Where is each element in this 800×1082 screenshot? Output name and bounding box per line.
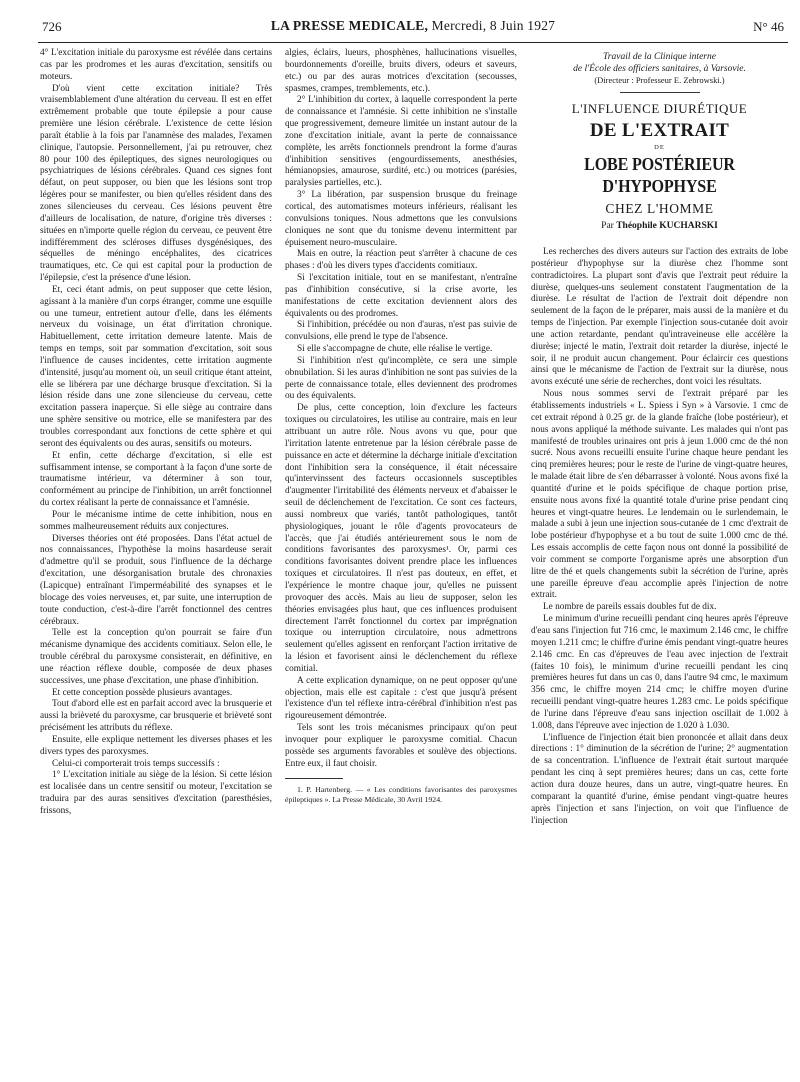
paragraph: algies, éclairs, lueurs, phosphènes, hallucinations visuelles, bourdonnements d'oreille, bruits divers, odeurs et saveurs, etc.) ou par des auras motrices d'excitation (secousses, spasmes, crampes, tremblements, etc.). xyxy=(285,48,517,94)
journal-title xyxy=(38,18,788,34)
paragraph: Ensuite, elle explique nettement les diverses phases et les divers types des paroxysmes. xyxy=(40,734,272,757)
paragraph: Si l'excitation initiale, tout en se manifestant, n'entraîne pas d'inhibition consécutive, si la crise avorte, les manifestations de cette excitation deviennent alors des équivalents ou des prodromes. xyxy=(285,273,517,319)
paragraph: Le minimum d'urine recueilli pendant cinq heures après l'épreuve d'eau sans l'injection fut 716 cmc, le maximum 2.146 cmc, le chiffre moyen 1.211 cmc; le chiffre d'urine émis pendant vingt-quatre heures 2.146 cmc. En cas d'épreuves de l'eau avec injection de l'extrait (faites 10 fois), le minimum d'urine recueilli pendant les cinq premières heures fut dans un cas 0, dans l'autre 94 cmc, le maximum 356 cmc, le chiffre moyen 214 cmc; le chiffre moyen d'urine recueilli pendant vingt-quatre heures 1.283 cmc. Le poids spécifique de l'urine dans l'épreuve d'eau sans injection oscillait de 1.002 à 1.008, dans l'épreuve avec injection de 1.020 à 1.030. xyxy=(531,614,788,731)
institution-line: Travail de la Clinique interne xyxy=(603,52,716,62)
paragraph: Et enfin, cette décharge d'excitation, si elle est suffisamment intense, se comportant à la façon d'une sorte de traumatisme intérieur, va déterminer à son tour, conformément au principe de l'inhibition, un arrêt fonctionnel du cortex réalisant la perte de connaissance et l'amnésie. xyxy=(40,450,272,509)
byline xyxy=(531,221,788,231)
institution-line: de l'École des officiers sanitaires, à Varsovie. xyxy=(573,63,746,74)
paragraph: Mais en outre, la réaction peut s'arrêter à chacune de ces phases : d'où les divers types d'accidents comitiaux. xyxy=(285,249,517,272)
paragraph: 3° La libération, par suspension brusque du freinage cortical, des automatismes moteurs inférieurs, réalisant les convulsions toniques. Nous admettons que les convulsions cloniques ne sont que du tonisme devenu intermittent par épuisement neuro-musculaire. xyxy=(285,190,517,248)
running-header xyxy=(38,12,788,43)
issue-number: N° 46 xyxy=(753,19,784,34)
page-number: 726 xyxy=(42,19,62,34)
article-title-line-1: L'INFLUENCE DIURÉTIQUE xyxy=(571,101,748,116)
footnote-rule xyxy=(285,778,343,779)
paragraph: Et, ceci étant admis, on peut supposer que cette lésion, agissant à la manière d'un corps étranger, comme une esquille ou une tumeur, entretient autour d'elle, dans les éléments nerveux du voisinage, un état d'irritation chronique. Habituellement, cette irritation demeure latente. Mais de temps en temps, soit par sommation d'excitation, soit sous l'influence de causes incidentes, cette irritation augmente d'intensité, jusqu'au moment où, un seuil critique étant atteint, elle se libérera par une décharge brusque d'excitation. Si la lésion réside dans une zone silencieuse du cerveau, cette excitation passera inaperçue. Si elle siège au contraire dans une sphère sensitive ou motrice, elle se manifestera par des troubles correspondant aux fonctions de cette sphère et qui seront des équivalents ou des auras, sensitifs ou moteurs. xyxy=(40,284,272,449)
footnote: 1. P. Hartenberg. — « Les conditions favorisantes des paroxysmes épileptiques ». La Presse Médicale, 30 Avril 1924. xyxy=(285,785,517,805)
paragraph: Telle est la conception qu'on pourrait se faire d'un mécanisme dynamique des accidents comitiaux. Selon elle, le trouble cérébral du paroxysme consisterait, en définitive, en une réaction réflexe double, composée de deux phases successives, une phase d'excitation, une phase d'inhibition. xyxy=(40,628,272,686)
paragraph: Diverses théories ont été proposées. Dans l'état actuel de nos connaissances, l'hypothèse la moins hasardeuse serait d'admettre qu'il se produit, sous l'influence de la décharge d'excitation, une désorganisation brutale des chronaxies (Lapicque) entraînant l'imperméabilité des synapses et le blocage des voies nerveuses, et, par suite, une interruption de toute conduction, c'est-à-dire l'arrêt fonctionnel des centres cérébraux. xyxy=(40,533,272,627)
paragraph: Le nombre de pareils essais doubles fut de dix. xyxy=(543,602,717,613)
title-rule xyxy=(620,92,700,93)
paragraph: Si l'inhibition n'est qu'incomplète, ce sera une simple obnubilation. Si les auras d'inhibition ne sont pas suivies de la perte de connaissance totale, elles deviennent des prodromes ou des équivalents. xyxy=(285,355,517,402)
journal-name: LA PRESSE MEDICALE, xyxy=(270,18,429,33)
paragraph: Pour le mécanisme intime de cette inhibition, nous en sommes malheureusement réduits aux conjectures. xyxy=(40,509,272,532)
paragraph: De plus, cette conception, loin d'exclure les facteurs toxiques ou circulatoires, les utilise au contraire, mais en leur attribuant un autre rôle. Nous avons vu que, pour que l'irritation latente entretenue par la lésion cérébrale passe de puissance en acte et détermine la décharge initiale d'excitation dont l'inhibition sera la conséquence, il était nécessaire qu'intervinssent des facteurs occasionnels susceptibles d'augmenter l'irritabilité des éléments nerveux et d'abaisser le seuil de déclenchement de l'excitation. Ce sont ces facteurs, aussi nombreux que variés, tantôt pathologiques, tantôt physiologiques, jouant le rôle d'agents provocateurs de l'accès, que j'ai étudiés antérieurement sous le nom de conditions favorisantes des paroxysmes¹. Or, parmi ces conditions favorisantes doivent prendre place les influences toxiques et circulatoires. Il n'est pas douteux, en effet, et l'expérience le montre chaque jour, qu'elles ne puissent provoquer des accès. Mais au lieu de supposer, selon les théories envisagées plus haut, que ces influences produisent directement l'arrêt fonctionnel du cortex par imprégnation toxique ou interruption circulatoire, nous admettrons seulement qu'elles agissent en renforçant l'action irritative de la lésion et favorisent ainsi le déclenchement du réflexe comitial. xyxy=(285,403,517,674)
article-title-line-5: CHEZ L'HOMME xyxy=(605,201,714,216)
article-title-line-3: DE xyxy=(654,144,665,151)
paragraph: Les recherches des divers auteurs sur l'action des extraits de lobe postérieur d'hypophyse sur la diurèse chez l'homme sont contradictoires. La plupart sont d'avis que l'extrait peut réduire la diurèse, quelques-uns seulement constatent l'augmentation de la diurèse. Le résultat de l'action de l'extrait doit dépendre non seulement de la façon de le préparer, mais aussi de la manière et du temps de l'injection. Par exemple l'injection sous-cutanée doit avoir une action retardante, pendant qu'intraveineuse elle accélère la diurèse; injecté le matin, l'extrait doit retarder la diurèse, injecté le soir, il ne produit aucun changement. Pour éclaircir ces questions ainsi que le mécanisme de l'action de l'extrait sur la diurèse, nous avons exécuté une série de recherches, dont voici les résultats. xyxy=(531,247,788,388)
paragraph: Et cette conception possède plusieurs avantages. xyxy=(52,687,233,698)
paragraph: L'influence de l'injection était bien prononcée et allait dans deux directions : 1° diminution de la sécrétion de l'urine; 2° augmentation de sa concentration. L'influence de l'extrait était surtout marquée pendant les cinq à sept premières heures; dans un cas, cette forte action dura douze heures, dans un autre, vingt-quatre heures. En comparant la quantité d'urine, émise pendant vingt-quatre heures après l'injection et sans l'injection, on voit que l'influence de l'injection xyxy=(531,732,788,826)
paragraph: D'où vient cette excitation initiale? Très vraisemblablement d'une altération du cerveau. Il est en effet extrêmement probable que toute épilepsie a pour cause première une lésion cérébrale. L'existence de cette lésion paraît établie à la fois par l'anamnèse des malades, l'examen clinique, l'autopsie. Personnellement, j'ai pu retrouver, chez 80 pour 100 des épileptiques, des signes neurologiques ou psychiatriques de lésions cérébrales. Quand ces signes font défaut, on peut supposer, ou bien que les lésions sont trop légères pour se manifester, ou bien qu'elles résident dans des zones silencieuses du cerveau. Ces lésions peuvent être d'ailleurs de localisation, de nature, d'origine très diverses : situées en n'importe quelle région du cerveau, ce peuvent être indifféremment des scléroses diffuses dysgénésiques, des séquelles de méningo encéphalites, des cicatrices traumatiques, etc. Ce qui est capital pour la production de l'épilepsie, c'est la présence d'une lésion. xyxy=(40,83,272,284)
column-2 xyxy=(285,48,517,805)
author-name: Théophile KUCHARSKI xyxy=(616,221,718,231)
paragraph: Si elle s'accompagne de chute, elle réalise le vertige. xyxy=(297,344,493,355)
paragraph: 2° L'inhibition du cortex, à laquelle correspondent la perte de connaissance et l'amnésie. Si cette inhibition ne s'installe que progressivement, demeure limitée un instant autour de la zone d'excitation initiale, avant la perte de connaissance complète, les arrêts fonctionnels prendront la forme d'auras d'inhibition sensitives (engourdissements, anesthésies, hémianopsies, amaurose, surdité, etc.) ou motrices (parésies, paralysies partielles, etc.). xyxy=(285,95,517,189)
paragraph: 1° L'excitation initiale au siège de la lésion. Si cette lésion est localisée dans un centre sensitif ou moteur, l'excitation se traduira par des auras sensitives d'excitation (paresthésies, frissons, xyxy=(40,770,272,816)
paragraph: A cette explication dynamique, on ne peut opposer qu'une objection, mais elle est capitale : c'est que jusqu'à présent l'existence d'un tel réflexe intra-cérébral d'inhibition n'est pas rigoureusement démontrée. xyxy=(285,675,517,722)
issue-date: Mercredi, 8 Juin 1927 xyxy=(431,18,556,33)
paragraph: Celui-ci comporterait trois temps successifs : xyxy=(52,758,220,769)
paragraph: 4° L'excitation initiale du paroxysme est révélée dans certains cas par les prodromes et les auras d'excitation, sensitifs ou moteurs. xyxy=(40,48,272,82)
paragraph: Tout d'abord elle est en parfait accord avec la brusquerie et aussi la brièveté du paroxysme, car brusquerie et brièveté sont précisément les attributs du réflexe. xyxy=(40,699,272,734)
paragraph: Nous nous sommes servi de l'extrait préparé par les établissements industriels « L. Spiess i Syn » à Varsovie. 1 cmc de cet extrait répond à 0.25 gr. de la glande fraîche (lobe postérieur), et nous avons appliqué la méthode suivante. Les malades qui n'ont pas manifesté de troubles urinaires ont pris à jeun 1.000 cmc de thé non sucré. Nous avons recueilli ensuite l'urine chaque heure pendant les cinq premières heures; pour le reste de l'urine de vingt-quatre heures, le malade était libre de s'en débarrasser à volonté. Nous avons fixé la quantité d'urine et le poids spécifique de chaque portion prise, ensuite nous avons fixé la quantité totale d'urine prise pendant cinq heures et vingt-quatre heures. Le lendemain ou le surlendemain, le malade a subi à jeun une injection sous-cutanée de 1 cmc d'extrait de lobe postérieur d'hypophyse et a bu tout de suite 1.000 cmc de thé. Les essais accomplis de cette façon nous ont donné la possibilité de voir comment se comporte l'organisme après une absorption d'un litre de thé et quels changements subit la sécrétion de l'urine, après une pareille épreuve d'eau accomplie après l'injection de notre extrait. xyxy=(531,389,788,601)
byline-prefix: Par xyxy=(601,221,614,231)
paragraph: Si l'inhibition, précédée ou non d'auras, n'est pas suivie de convulsions, elle prend le type de l'absence. xyxy=(285,320,517,343)
column-3-article xyxy=(531,48,788,827)
paragraph: Tels sont les trois mécanismes principaux qu'on peut invoquer pour expliquer le paroxysme comitial. Chacun possède ses arguments favorables et soulève des objections. Entre eux, il faut choisir. xyxy=(285,723,517,769)
article-title-line-4: LOBE POSTÉRIEUR D'HYPOPHYSE xyxy=(584,154,735,196)
article-title-line-2: DE L'EXTRAIT xyxy=(589,120,730,141)
column-1 xyxy=(40,48,272,818)
director-line: (Directeur : Professeur E. Zebrowski.) xyxy=(594,75,725,85)
